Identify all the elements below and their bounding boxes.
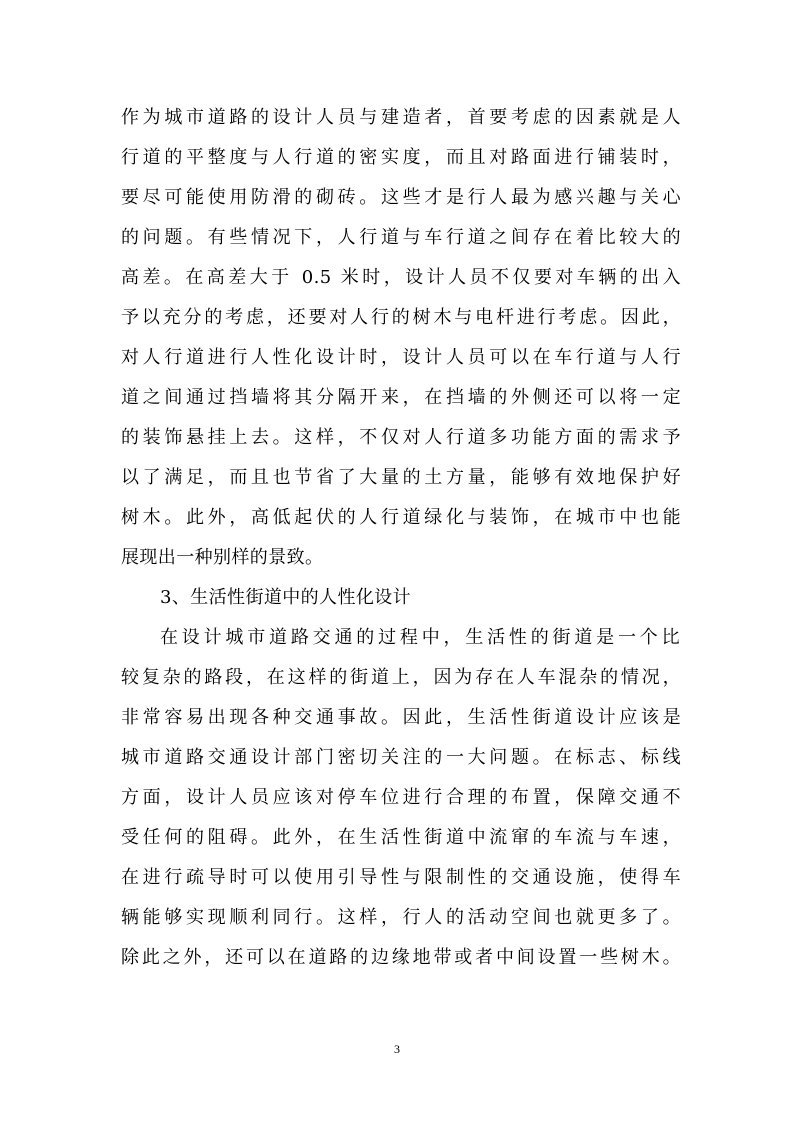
- paragraph-line: 高差。在高差大于 0.5 米时，设计人员不仅要对车辆的出入: [121, 267, 681, 288]
- paragraph-line: 除此之外，还可以在道路的边缘地带或者中间设置一些树木。: [121, 947, 681, 968]
- paragraph-line: 受任何的阻碍。此外，在生活性街道中流窜的车流与车速，: [121, 827, 681, 848]
- paragraph-line: 要尽可能使用防滑的砌砖。这些才是行人最为感兴趣与关心: [121, 187, 681, 208]
- paragraph-line: 的问题。有些情况下，人行道与车行道之间存在着比较大的: [121, 227, 681, 248]
- paragraph-line: 非常容易出现各种交通事故。因此，生活性街道设计应该是: [121, 707, 681, 728]
- section-heading: 3、生活性街道中的人性化设计: [160, 587, 412, 608]
- paragraph-line: 行道的平整度与人行道的密实度，而且对路面进行铺装时，: [121, 147, 681, 168]
- paragraph-line-indent: 在设计城市道路交通的过程中，生活性的街道是一个比: [160, 627, 680, 648]
- paragraph-line: 的装饰悬挂上去。这样，不仅对人行道多功能方面的需求予: [121, 427, 681, 448]
- paragraph-line-last: 展现出一种别样的景致。: [121, 547, 324, 568]
- paragraph-line: 较复杂的路段，在这样的街道上，因为存在人车混杂的情况，: [121, 667, 681, 688]
- paragraph-line: 在进行疏导时可以使用引导性与限制性的交通设施，使得车: [121, 867, 681, 888]
- paragraph-line: 以了满足，而且也节省了大量的土方量，能够有效地保护好: [121, 467, 681, 488]
- paragraph-line: 城市道路交通设计部门密切关注的一大问题。在标志、标线: [121, 747, 681, 768]
- paragraph-line: 树木。此外，高低起伏的人行道绿化与装饰，在城市中也能: [121, 507, 681, 528]
- paragraph-line: 方面，设计人员应该对停车位进行合理的布置，保障交通不: [121, 787, 681, 808]
- paragraph-line: 作为城市道路的设计人员与建造者，首要考虑的因素就是人: [121, 107, 681, 128]
- page-number: 3: [394, 1042, 400, 1056]
- paragraph-line: 对人行道进行人性化设计时，设计人员可以在车行道与人行: [121, 347, 681, 368]
- paragraph-line: 道之间通过挡墙将其分隔开来，在挡墙的外侧还可以将一定: [121, 387, 681, 408]
- paragraph-line: 予以充分的考虑，还要对人行的树木与电杆进行考虑。因此，: [121, 307, 681, 328]
- paragraph-line: 辆能够实现顺利同行。这样，行人的活动空间也就更多了。: [121, 907, 681, 928]
